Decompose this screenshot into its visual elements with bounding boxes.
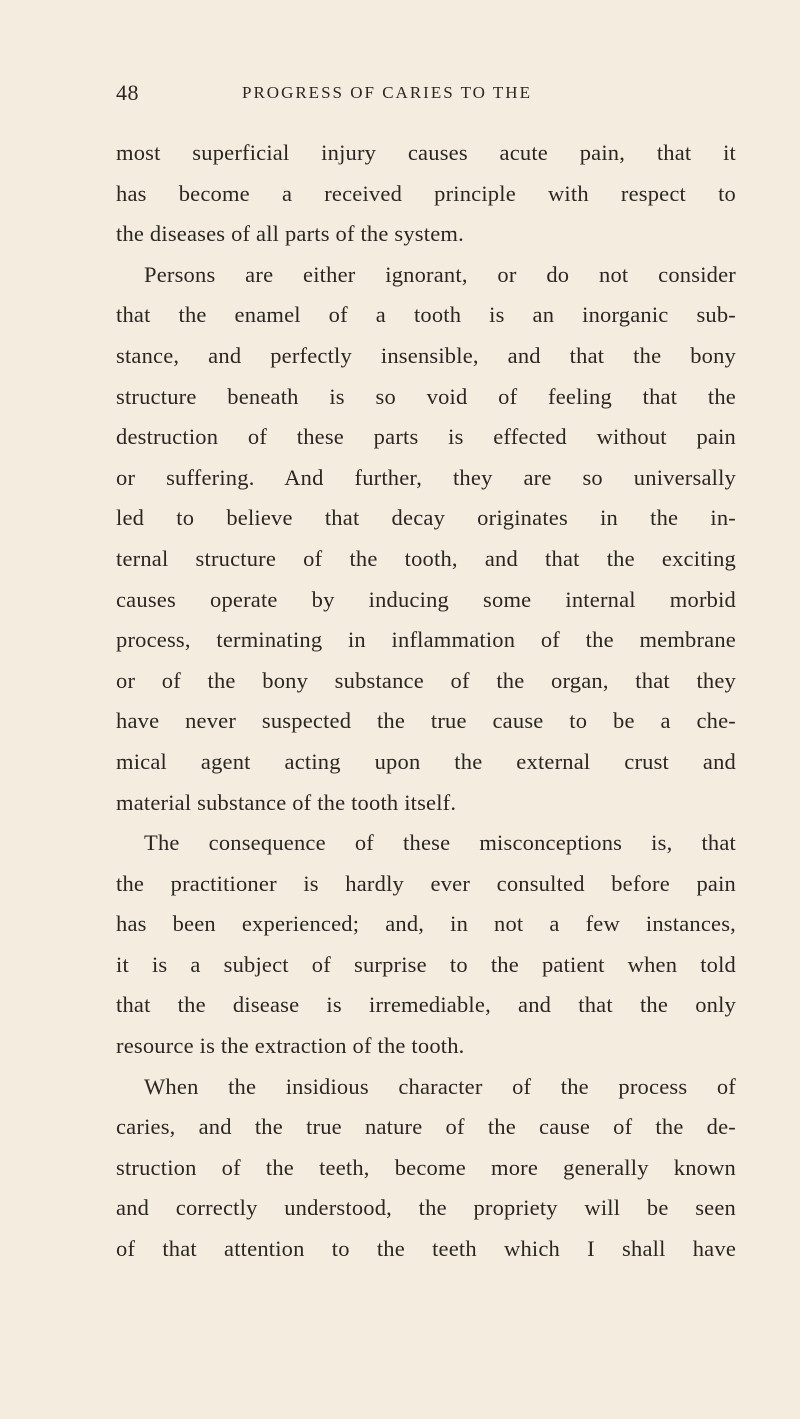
text-line: mical agent acting upon the external crust and xyxy=(116,748,736,774)
text-line: ternal structure of the tooth, and that the exciting xyxy=(116,545,736,571)
text-line: process, terminating in inflammation of the membrane xyxy=(116,627,736,653)
text-line: most superficial injury causes acute pain, that it xyxy=(116,140,736,165)
text-line: the practitioner is hardly ever consulted before pain xyxy=(116,870,736,896)
text-line: The consequence of these misconceptions is, that xyxy=(144,830,736,856)
text-line: causes operate by inducing some internal morbid xyxy=(116,586,736,612)
text-line: material substance of the tooth itself. xyxy=(116,789,457,815)
text-line: the diseases of all parts of the system. xyxy=(116,221,464,247)
text-line: Persons are either ignorant, or do not consider xyxy=(144,261,736,287)
page-number: 48 xyxy=(116,80,139,105)
text-line: that the enamel of a tooth is an inorganic sub- xyxy=(116,302,736,328)
text-line: has become a received principle with respect to xyxy=(116,180,736,206)
text-line: that the disease is irremediable, and that the only xyxy=(116,992,736,1018)
text-line: destruction of these parts is effected without pain xyxy=(116,424,736,450)
running-head xyxy=(116,80,728,110)
text-line: or of the bony substance of the organ, that they xyxy=(116,667,736,693)
text-line: structure beneath is so void of feeling that the xyxy=(116,383,736,409)
text-line: of that attention to the teeth which I shall have xyxy=(116,1236,736,1262)
running-title: PROGRESS OF CARIES TO THE xyxy=(242,83,532,102)
text-line: it is a subject of surprise to the patient when told xyxy=(116,951,736,977)
text-line: led to believe that decay originates in the in- xyxy=(116,505,736,531)
text-line: stance, and perfectly insensible, and that the bony xyxy=(116,342,736,368)
text-line: or suffering. And further, they are so universally xyxy=(116,464,736,490)
body-text xyxy=(116,133,736,1270)
text-line: struction of the teeth, become more generally known xyxy=(116,1154,736,1180)
text-line: and correctly understood, the propriety will be seen xyxy=(116,1195,736,1221)
text-line: caries, and the true nature of the cause of the de- xyxy=(116,1114,736,1140)
text-line: has been experienced; and, in not a few instances, xyxy=(116,911,736,937)
text-line: When the insidious character of the process of xyxy=(144,1073,736,1099)
text-line: have never suspected the true cause to be a che- xyxy=(116,708,736,734)
text-line: resource is the extraction of the tooth. xyxy=(116,1033,465,1059)
